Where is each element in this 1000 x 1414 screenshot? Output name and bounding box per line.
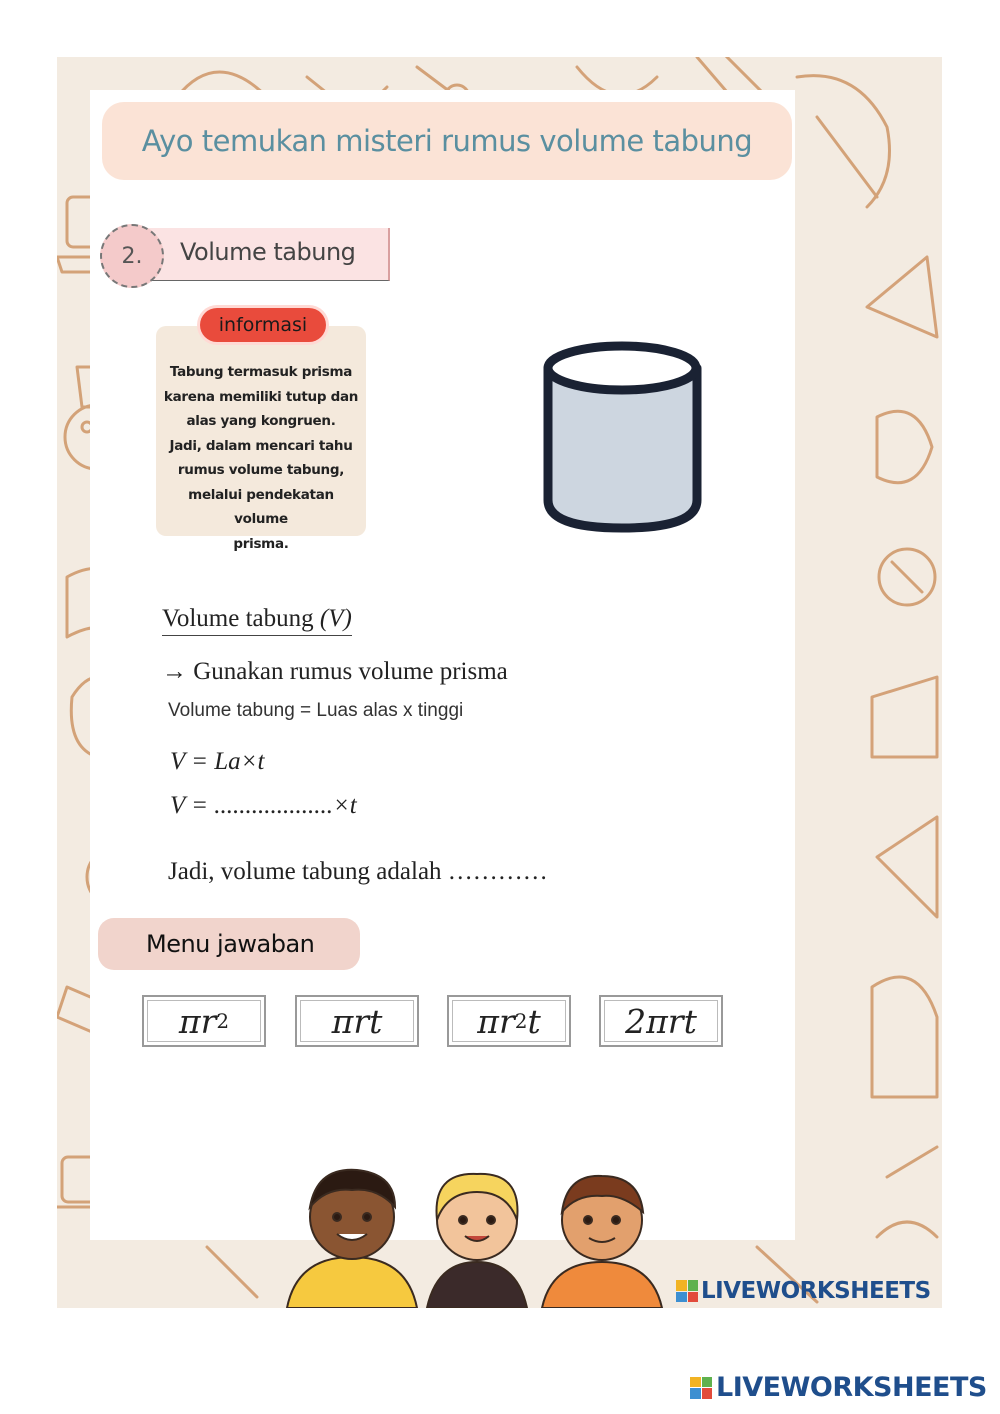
answer-choice-2-pi-r-t[interactable] [599,995,723,1047]
info-line: alas yang kongruen. [186,413,336,429]
choice-base: πr [477,1001,515,1041]
choice-base: 2πrt [625,1001,697,1041]
liveworksheets-badge-icon [676,1280,698,1302]
section-number-badge [100,224,164,288]
liveworksheets-badge [676,1278,931,1304]
section-number: 2. [121,243,143,269]
info-line: melalui pendekatan volume [188,486,334,527]
choice-exponent: 2 [514,1009,528,1033]
page-title: Ayo temukan misteri rumus volume tabung [141,124,753,158]
kids-illustration [277,1162,677,1308]
info-line: prisma. [233,535,289,552]
info-tag-label: informasi [218,314,308,336]
section-label: Volume tabung [180,238,356,266]
choice-exponent: 2 [216,1009,230,1033]
choice-tail: t [527,1001,541,1041]
choice-base: πr [178,1001,217,1041]
instruction-line: → Gunakan rumus volume prisma [162,658,508,685]
liveworksheets-footer-text: LIVEWORKSHEETS [716,1372,987,1403]
info-line: Jadi, dalam mencari tahu [169,437,353,454]
answer-choice-pi-r-squared[interactable] [142,995,266,1047]
section-heading [100,228,390,286]
answer-choice-pi-r-t[interactable] [295,995,419,1047]
equation-2-blank[interactable]: V = ...................×t [170,792,357,819]
title-banner [102,102,792,180]
info-tag [200,308,326,342]
conclusion-blank[interactable]: Jadi, volume tabung adalah ………… [168,858,548,885]
info-line: karena memiliki tutup dan [163,388,359,405]
info-text [162,360,360,556]
equation-1: V = La×t [170,748,265,775]
answer-menu-banner [98,918,360,970]
choice-base: πrt [331,1001,383,1041]
info-line: Tabung termasuk prisma [169,364,353,380]
liveworksheets-badge-text: LIVEWORKSHEETS [701,1278,931,1304]
volume-heading-symbol: (V) [319,605,352,632]
liveworksheets-footer-logo[interactable] [690,1372,987,1403]
formula-description: Volume tabung = Luas alas x tinggi [168,700,464,721]
liveworksheets-logo-icon [690,1377,712,1399]
volume-heading-text: Volume tabung [162,605,314,632]
info-line: rumus volume tabung, [177,462,345,478]
answer-menu-label: Menu jawaban [146,930,315,958]
cylinder-illustration [540,340,705,535]
answer-choice-pi-r-squared-t[interactable] [447,995,571,1047]
volume-heading [162,605,352,636]
